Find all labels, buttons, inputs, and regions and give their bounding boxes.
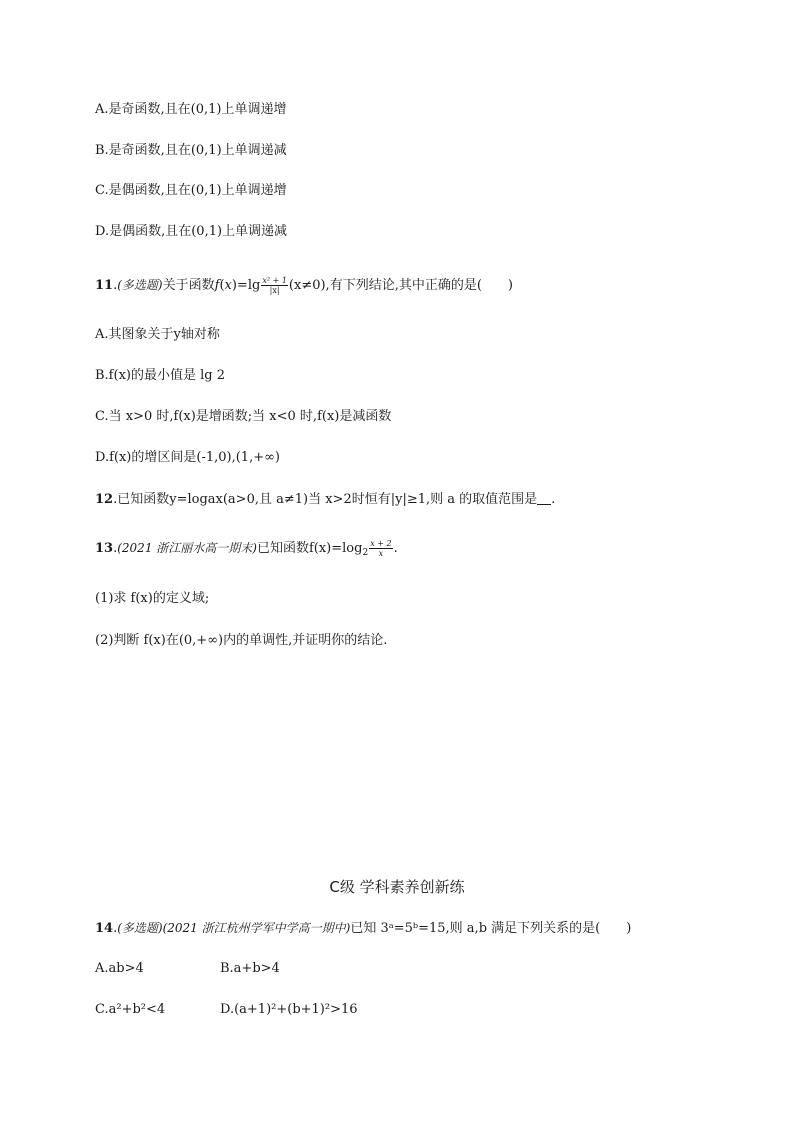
q13-fraction xyxy=(369,539,392,558)
q11-option-d: D.f(x)的增区间是(-1,0),(1,+∞) xyxy=(95,450,280,465)
q11-stem-post: (x≠0),有下列结论,其中正确的是( ) xyxy=(288,278,513,293)
q14-option-b: B.a+b>4 xyxy=(220,961,280,976)
q14-stem-text: 已知 3ᵃ=5ᵇ=15,则 a,b 满足下列关系的是( ) xyxy=(350,921,632,936)
q11-fraction xyxy=(261,276,288,295)
question-number: 12 xyxy=(95,492,114,507)
q12-stem: 12.已知函数y=logax(a>0,且 a≠1)当 x>2时恒有|y|≥1,则 a 的取值范围是 . xyxy=(95,492,556,507)
q13-part-1: (1)求 f(x)的定义域; xyxy=(95,591,210,606)
fraction-denominator: |x| xyxy=(269,286,280,295)
q14-option-d: D.(a+1)²+(b+1)²>16 xyxy=(220,1002,358,1017)
question-tag: (多选题)(2021 浙江杭州学军中学高一期中) xyxy=(117,921,351,935)
q14-options-row-1 xyxy=(95,960,280,978)
q10-option-c: C.是偶函数,且在(0,1)上单调递增 xyxy=(95,183,287,198)
fraction-denominator: x xyxy=(378,549,384,558)
q10-option-b: B.是奇函数,且在(0,1)上单调递减 xyxy=(95,143,287,158)
q13-part-2: (2)判断 f(x)在(0,+∞)内的单调性,并证明你的结论. xyxy=(95,633,388,648)
q14-stem: 14.(多选题)(2021 浙江杭州学军中学高一期中)已知 3ᵃ=5ᵇ=15,则 a,b 满足下列关系的是( ) xyxy=(95,921,632,936)
fraction-numerator: x + 2 xyxy=(370,539,392,548)
answer-blank xyxy=(537,492,551,505)
question-number: 14 xyxy=(95,921,114,936)
q12-text: 已知函数y=logax(a>0,且 a≠1)当 x>2时恒有|y|≥1,则 a 的取值范围是 xyxy=(117,492,538,507)
q10-option-a: A.是奇函数,且在(0,1)上单调递增 xyxy=(95,102,287,117)
q11-option-c: C.当 x>0 时,f(x)是增函数;当 x<0 时,f(x)是减函数 xyxy=(95,409,392,424)
question-number: 13 xyxy=(95,541,114,556)
q11-option-b: B.f(x)的最小值是 lg 2 xyxy=(95,368,225,383)
q13-stem: 13.(2021 浙江丽水高一期末)已知函数$f(x)=\log_2$ $\frac{x + 2}{x}$ . xyxy=(95,539,398,558)
q10-option-d: D.是偶函数,且在(0,1)上单调递减 xyxy=(95,224,288,239)
q13-stem-text: 已知函数f(x)=log xyxy=(256,541,363,556)
q14-option-c: C.a²+b²<4 xyxy=(95,1002,166,1017)
question-number: 11 xyxy=(95,278,114,293)
question-tag: (2021 浙江丽水高一期末) xyxy=(117,541,257,555)
q14-options-row-2 xyxy=(95,1001,358,1019)
section-title: C级 学科素养创新练 xyxy=(329,878,465,896)
q11-stem-pre: 关于函数 xyxy=(162,278,215,293)
question-tag: (多选题) xyxy=(117,278,163,292)
q11-option-a: A.其图象关于y轴对称 xyxy=(95,327,220,342)
q14-option-a: A.ab>4 xyxy=(95,961,144,976)
q11-stem: 11.(多选题)关于函数f(x)=lg $\frac{\text{x² + 1}}{|x|}$ (x≠0),有下列结论,其中正确的是( ) xyxy=(95,276,513,295)
fraction-numerator: x² + 1 xyxy=(262,276,287,285)
